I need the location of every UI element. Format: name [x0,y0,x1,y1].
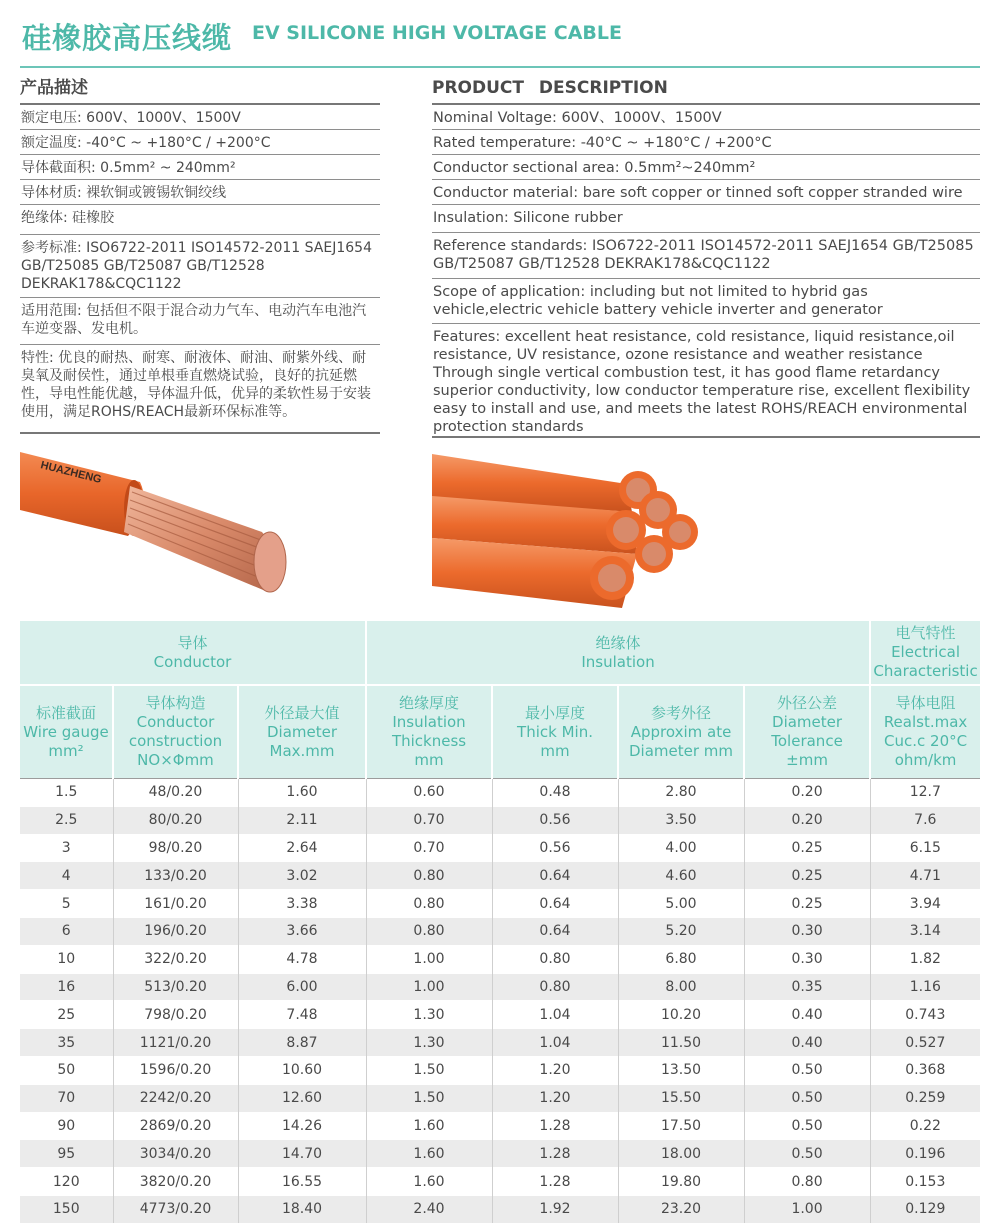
table-cell: 0.527 [870,1029,980,1057]
spec-row: Conductor material: bare soft copper or tinned soft copper stranded wire [432,180,980,205]
table-cell: 4.71 [870,862,980,890]
table-cell: 0.64 [492,917,618,945]
table-cell: 1.04 [492,1029,618,1057]
table-cell: 14.70 [238,1140,366,1168]
table-cell: 1.00 [366,945,492,973]
table-cell: 1.60 [366,1168,492,1196]
group-label-cn: 电气特性 [895,624,956,642]
table-cell: 48/0.20 [113,779,238,807]
table-cell: 2869/0.20 [113,1112,238,1140]
table-cell: 17.50 [618,1112,744,1140]
table-cell: 0.153 [870,1168,980,1196]
table-row [20,779,980,807]
table-cell: 0.50 [744,1140,870,1168]
group-label-cn: 导体 [177,633,208,652]
table-row [20,973,980,1001]
column-header-line: 导体电阻 [895,694,956,712]
table-row [20,1168,980,1196]
column-header-line: mm [414,751,444,769]
table-cell: 80/0.20 [113,806,238,834]
table-cell: 0.80 [366,917,492,945]
table-cell: 2.80 [618,779,744,807]
table-cell: 19.80 [618,1168,744,1196]
column-header-line: Max.mm [269,741,335,760]
group-label-en: Electrical Characteristic [873,643,978,680]
table-cell: 0.80 [492,973,618,1001]
table-cell: 1.50 [366,1084,492,1112]
column-header-line: mm² [48,741,84,760]
table-cell: 23.20 [618,1195,744,1222]
column-header-line: Realst.max [883,713,968,731]
spec-row: Insulation: Silicone rubber [432,205,980,233]
table-cell: 4773/0.20 [113,1195,238,1222]
table-cell: 133/0.20 [113,862,238,890]
table-cell: 1.00 [366,973,492,1001]
spec-row: 特性: 优良的耐热、耐寒、耐液体、耐油、耐紫外线、耐臭氧及耐侯性，通过单根垂直燃烧试验，良好的抗延燃性，导电性能优越，导体温升低，优异的柔软性易于安装使用，满足ROHS/REACH最新环保标准等。 [20,345,380,434]
table-row [20,890,980,918]
column-header [20,685,113,779]
table-cell: 18.40 [238,1195,366,1222]
table-cell: 1.28 [492,1112,618,1140]
table-cell: 2.5 [20,806,113,834]
column-header-line: ohm/km [894,751,957,769]
spec-row: Reference standards: ISO6722-2011 ISO14572-2011 SAEJ1654 GB/T25085 GB/T25087 GB/T12528 DEKRAK178&CQC1122 [432,233,980,279]
table-cell: 0.259 [870,1084,980,1112]
group-header-electrical [870,621,980,685]
spec-row: 适用范围: 包括但不限于混合动力气车、电动汽车电池汽车逆变器、发电机。 [20,298,380,345]
spec-row: 导体截面积: 0.5mm² ~ 240mm² [20,155,380,180]
table-cell: 4.78 [238,945,366,973]
table-cell: 1.20 [492,1084,618,1112]
column-header-line: 绝缘厚度 [399,694,460,712]
column-header [744,685,870,779]
table-cell: 5.00 [618,890,744,918]
table-cell: 0.80 [366,890,492,918]
table-row [20,945,980,973]
table-cell: 3.38 [238,890,366,918]
table-cell: 25 [20,1001,113,1029]
table-cell: 0.64 [492,862,618,890]
table-cell: 12.7 [870,779,980,807]
table-row [20,862,980,890]
table-cell: 0.25 [744,834,870,862]
single-cable-image [20,446,300,602]
table-cell: 18.00 [618,1140,744,1168]
table-cell: 16 [20,973,113,1001]
column-header-line: Cuc.c 20°C [884,732,968,750]
table-cell: 5.20 [618,917,744,945]
column-header-line: Tolerance [771,732,843,750]
table-row [20,834,980,862]
spec-row: 绝缘体: 硅橡胶 [20,205,380,235]
table-cell: 1.00 [744,1195,870,1222]
table-cell: 0.56 [492,834,618,862]
column-header [870,685,980,779]
section-heading-en: PRODUCT DESCRIPTION [432,76,980,105]
spec-row: Features: excellent heat resistance, cold resistance, liquid resistance,oil resistance, UV resistance, ozone resistance and weather resistance Through single vertical combustion test, it has good flame retardancy superior conductivity, low conductor temperature rise, excellent flexibility easy to install and use, and meets the latest ROHS/REACH environmental protection standards [432,324,980,438]
table-cell: 14.26 [238,1112,366,1140]
table-cell: 0.48 [492,779,618,807]
table-cell: 3.14 [870,917,980,945]
table-cell: 196/0.20 [113,917,238,945]
table-cell: 0.50 [744,1112,870,1140]
group-header-insulation [366,621,870,685]
column-header-line: Approxim ate [630,722,732,741]
table-cell: 1.28 [492,1140,618,1168]
table-cell: 10.60 [238,1056,366,1084]
table-cell: 1.5 [20,779,113,807]
table-cell: 2242/0.20 [113,1084,238,1112]
table-cell: 10 [20,945,113,973]
column-header-line: 外径公差 [777,694,838,712]
table-cell: 0.743 [870,1001,980,1029]
table-cell: 50 [20,1056,113,1084]
table-cell: 0.80 [744,1168,870,1196]
table-cell: 8.00 [618,973,744,1001]
table-row [20,1056,980,1084]
table-cell: 0.368 [870,1056,980,1084]
table-cell: 3034/0.20 [113,1140,238,1168]
table-row [20,1001,980,1029]
table-cell: 0.20 [744,779,870,807]
column-header-line: 参考外径 [651,703,712,722]
column-header-line: Thickness [391,732,467,750]
table-cell: 3.94 [870,890,980,918]
table-cell: 1.92 [492,1195,618,1222]
table-cell: 15.50 [618,1084,744,1112]
table-cell: 0.50 [744,1056,870,1084]
column-header-line: Insulation [392,713,466,731]
table-cell: 3820/0.20 [113,1168,238,1196]
column-header-line: NO×Φmm [137,751,214,769]
table-cell: 2.11 [238,806,366,834]
table-cell: 1.16 [870,973,980,1001]
table-cell: 98/0.20 [113,834,238,862]
spec-row: Rated temperature: -40°C ~ +180°C / +200°C [432,130,980,155]
table-cell: 6.80 [618,945,744,973]
table-cell: 0.60 [366,779,492,807]
table-cell: 1596/0.20 [113,1056,238,1084]
title-chinese: 硅橡胶高压线缆 [22,21,233,55]
table-cell: 0.56 [492,806,618,834]
table-cell: 150 [20,1195,113,1222]
table-cell: 1.60 [366,1112,492,1140]
table-cell: 6.00 [238,973,366,1001]
table-cell: 7.6 [870,806,980,834]
column-header-line: Conductor [136,713,215,731]
table-cell: 11.50 [618,1029,744,1057]
group-label-en: Conductor [153,652,232,671]
table-cell: 322/0.20 [113,945,238,973]
spec-table [20,621,980,1223]
table-cell: 13.50 [618,1056,744,1084]
column-header [492,685,618,779]
table-row [20,917,980,945]
column-header-line: 最小厚度 [525,703,586,722]
spec-row: 参考标准: ISO6722-2011 ISO14572-2011 SAEJ1654 GB/T25085 GB/T25087 GB/T12528 DEKRAK178&CQC1122 [20,235,380,298]
table-cell: 1.82 [870,945,980,973]
group-label-en: Insulation [581,652,655,671]
table-cell: 161/0.20 [113,890,238,918]
table-cell: 1.30 [366,1029,492,1057]
description-chinese [20,76,380,434]
description-english [432,76,980,438]
table-cell: 0.50 [744,1084,870,1112]
table-cell: 0.70 [366,806,492,834]
table-cell: 0.64 [492,890,618,918]
spec-row: 额定电压: 600V、1000V、1500V [20,105,380,130]
column-header-line: Diameter mm [629,741,734,760]
table-cell: 0.40 [744,1029,870,1057]
table-cell: 7.48 [238,1001,366,1029]
table-cell: 3.50 [618,806,744,834]
table-cell: 798/0.20 [113,1001,238,1029]
table-cell: 1.28 [492,1168,618,1196]
table-cell: 5 [20,890,113,918]
column-header-row [20,685,980,779]
column-header-line: 导体构造 [145,694,206,712]
table-cell: 1.60 [238,779,366,807]
table-row [20,1140,980,1168]
table-cell: 1.30 [366,1001,492,1029]
table-cell: 0.25 [744,862,870,890]
table-cell: 513/0.20 [113,973,238,1001]
table-cell: 1121/0.20 [113,1029,238,1057]
table-cell: 10.20 [618,1001,744,1029]
spec-row: 额定温度: -40°C ~ +180°C / +200°C [20,130,380,155]
title-divider [20,66,980,68]
table-row [20,1029,980,1057]
table-cell: 0.129 [870,1195,980,1222]
title-english: EV SILICONE HIGH VOLTAGE CABLE [252,22,622,44]
table-cell: 0.20 [744,806,870,834]
table-cell: 0.30 [744,917,870,945]
column-header-line: Wire gauge [23,722,109,741]
table-cell: 120 [20,1168,113,1196]
table-cell: 1.20 [492,1056,618,1084]
table-cell: 1.60 [366,1140,492,1168]
table-cell: 4.60 [618,862,744,890]
table-row [20,1112,980,1140]
svg-text:HUAZHENG: HUAZHENG [39,459,103,486]
table-row [20,1195,980,1222]
column-header [113,685,238,779]
column-header-line: Diameter [266,722,338,741]
column-header-line: ±mm [786,751,828,769]
table-cell: 8.87 [238,1029,366,1057]
column-header-line: Diameter [772,713,843,731]
table-cell: 0.196 [870,1140,980,1168]
table-row [20,806,980,834]
table-cell: 3.02 [238,862,366,890]
page-header [20,14,980,68]
table-cell: 0.80 [492,945,618,973]
spec-row: 导体材质: 裸软铜或镀锡软铜绞线 [20,180,380,205]
table-cell: 12.60 [238,1084,366,1112]
table-cell: 3 [20,834,113,862]
table-cell: 6 [20,917,113,945]
column-header [238,685,366,779]
table-cell: 0.30 [744,945,870,973]
table-cell: 0.35 [744,973,870,1001]
table-cell: 0.40 [744,1001,870,1029]
spec-row: Conductor sectional area: 0.5mm²~240mm² [432,155,980,180]
table-row [20,1084,980,1112]
cable-bundle-image [432,446,702,612]
group-header-conductor [20,621,366,685]
table-cell: 0.25 [744,890,870,918]
table-cell: 0.70 [366,834,492,862]
table-cell: 95 [20,1140,113,1168]
column-header-line: mm [540,741,570,760]
table-cell: 35 [20,1029,113,1057]
table-cell: 3.66 [238,917,366,945]
spec-row: Nominal Voltage: 600V、1000V、1500V [432,105,980,130]
table-cell: 1.04 [492,1001,618,1029]
table-cell: 70 [20,1084,113,1112]
table-cell: 4 [20,862,113,890]
table-cell: 2.64 [238,834,366,862]
table-cell: 0.22 [870,1112,980,1140]
spec-row: Scope of application: including but not limited to hybrid gas vehicle,electric vehicle battery vehicle inverter and generator [432,279,980,324]
column-header [366,685,492,779]
table-cell: 6.15 [870,834,980,862]
table-cell: 16.55 [238,1168,366,1196]
section-heading-cn: 产品描述 [20,76,380,105]
table-cell: 0.80 [366,862,492,890]
group-label-cn: 绝缘体 [595,633,641,652]
table-cell: 2.40 [366,1195,492,1222]
column-header [618,685,744,779]
column-header-line: 外径最大值 [264,703,340,722]
table-cell: 4.00 [618,834,744,862]
column-header-line: construction [128,732,223,750]
table-cell: 90 [20,1112,113,1140]
table-cell: 1.50 [366,1056,492,1084]
column-header-line: 标准截面 [35,703,96,722]
column-header-line: Thick Min. [517,722,593,741]
spec-table-body [20,779,980,1223]
